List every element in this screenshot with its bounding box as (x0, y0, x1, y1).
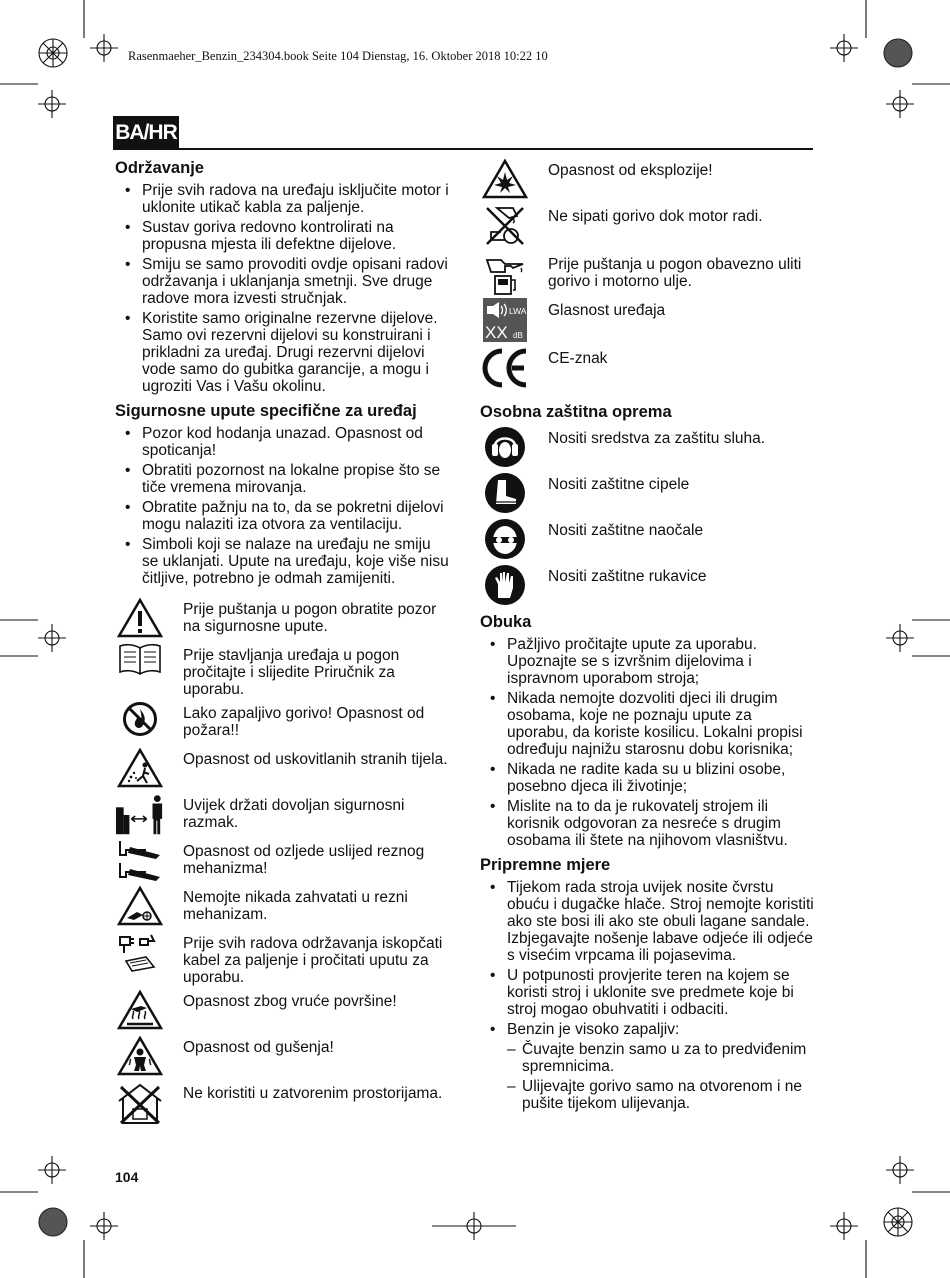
maintenance-heading: Održavanje (115, 159, 204, 177)
ppe-heading: Osobna zaštitna oprema (480, 403, 672, 421)
symbol-text: Prije puštanja u pogon obratite pozor na sigurnosne upute. (183, 601, 437, 635)
list-item: • Mislite na to da je rukovatelj strojem ili korisnik odgovoran za nesreće s drugim osobama ili štete na njihovom vlasništvu. (480, 798, 816, 849)
list-subitem: – Čuvajte benzin samo u za to predviđenim spremnicima. (480, 1041, 816, 1075)
symbol-text: Glasnost uređaja (548, 302, 666, 319)
warning-triangle-icon (117, 597, 163, 639)
symbol-row (480, 346, 816, 402)
symbol-row (115, 701, 450, 747)
list-item: • Koristite samo originalne rezervne dijelove. Samo ovi rezervni dijelovi su konstruirani i prikladni za uređaj. Drugi rezervni dijelovi vode samo do gubitka garancije, a mogu i ugroziti Vas i Vašu okolinu. (115, 310, 450, 395)
safety-glasses-icon (484, 518, 526, 560)
explosion-icon (482, 158, 528, 200)
training-heading: Obuka (480, 613, 532, 631)
symbol-text: Opasnost od gušenja! (183, 1039, 334, 1056)
safety-heading: Sigurnosne upute specifične za uređaj (115, 402, 417, 420)
prep-heading: Pripremne mjere (480, 856, 611, 874)
right-column (480, 158, 816, 1118)
list-item: • Obratite pažnju na to, da se pokretni dijelovi mogu nalaziti iza otvora za ventilaciju. (115, 499, 450, 533)
symbol-text: Prije puštanja u pogon obavezno uliti gorivo i motorno ulje. (548, 256, 802, 290)
symbol-row (115, 989, 450, 1035)
no-reach-blade-icon (117, 885, 163, 927)
safety-gloves-icon (484, 564, 526, 606)
list-item: • Nikada nemojte dozvoliti djeci ili drugim osobama, koje ne poznaju upute za uporabu, da koriste kosilicu. Lokalni propisi određuju najnižu starosnu dobu korisnika; (480, 690, 816, 758)
symbol-row (480, 252, 816, 298)
list-subitem: – Ulijevajte gorivo samo na otvorenom i ne pušite tijekom ulijevanja. (480, 1078, 816, 1112)
fuel-oil-icon (483, 252, 527, 296)
list-item: • Pažljivo pročitajte upute za uporabu. Upoznajte se s izvršnim dijelovima i ispravnom uporabom stroja; (480, 636, 816, 687)
symbol-row (115, 747, 450, 793)
symbol-row (480, 564, 816, 612)
symbol-text: Prije svih radova održavanja iskopčati kabel za paljenje i pročitati uputu za uporabu. (183, 935, 443, 986)
suffocation-icon (117, 1035, 163, 1077)
list-item: • Simboli koji se nalaze na uređaju ne smiju se uklanjati. Upute na uređaju, koje više nisu čitljive, potrebno je odmah zamijeniti. (115, 536, 450, 587)
symbol-row (115, 643, 450, 701)
list-item: • Pozor kod hodanja unazad. Opasnost od spoticanja! (115, 425, 450, 459)
list-item: • Nikada ne radite kada su u blizini osobe, posebno djeca ili životinje; (480, 761, 816, 795)
language-badge: BA/HR (113, 116, 179, 150)
symbol-row (480, 472, 816, 518)
print-header: Rasenmaeher_Benzin_234304.book Seite 104 Dienstag, 16. Oktober 2018 10:22 10 (128, 49, 548, 63)
list-item: • Sustav goriva redovno kontrolirati na propusna mjesta ili defektne dijelove. (115, 219, 450, 253)
unplug-spark-icon (118, 931, 162, 975)
symbol-text: Opasnost od eksplozije! (548, 162, 713, 179)
manual-book-icon (118, 643, 162, 675)
left-column (115, 158, 450, 1127)
list-item: • Obratiti pozornost na lokalne propise što se tiče vremena mirovanja. (115, 462, 450, 496)
symbol-text: Opasnost od uskovitlanih stranih tijela. (183, 751, 448, 768)
cutting-hazard-icon (116, 839, 164, 883)
symbol-row (115, 597, 450, 643)
symbol-row (115, 885, 450, 931)
sound-level-value: XX (485, 323, 508, 342)
list-item: • Tijekom rada stroja uvijek nosite čvrstu obuću i dugačke hlače. Stroj nemojte koristiti ako ste bosi ili ako ste obuli lagane sandale. Izbjegavajte nošenje labave odjeće ili odjeće s visećim vrpcama ili pojasevima. (480, 879, 816, 964)
sound-level-unit: dB (513, 331, 523, 340)
symbol-text: Prije stavljanja uređaja u pogon pročitajte i slijedite Priručnik za uporabu. (183, 647, 400, 698)
page-number: 104 (115, 1169, 139, 1185)
list-item: • Smiju se samo provoditi ovdje opisani radovi održavanja i uklanjanja smetnji. Sve druge radove mora izvesti stručnjak. (115, 256, 450, 307)
symbol-row (115, 793, 450, 839)
symbol-row (480, 518, 816, 564)
no-fire-icon (122, 701, 158, 737)
prep-list (480, 879, 816, 1112)
ppe-text: Nositi sredstva za zaštitu sluha. (548, 430, 766, 447)
ce-mark-icon (480, 346, 530, 390)
symbol-text: Nemojte nikada zahvatati u rezni mehanizam. (183, 889, 408, 923)
safety-boots-icon (484, 472, 526, 514)
symbol-row (480, 158, 816, 204)
symbol-row (115, 1081, 450, 1127)
symbol-text: Ne koristiti u zatvorenim prostorijama. (183, 1085, 443, 1102)
symbol-text: Opasnost od ozljede uslijed reznog mehanizma! (183, 843, 425, 877)
ppe-text: Nositi zaštitne cipele (548, 476, 690, 493)
symbol-text: Ne sipati gorivo dok motor radi. (548, 208, 763, 225)
no-indoor-icon (115, 1081, 165, 1125)
list-item: • U potpunosti provjerite teren na kojem se koristi stroj i uklonite sve predmete koje bi stroj mogao obuhvatiti i odbaciti. (480, 967, 816, 1018)
symbol-row (115, 839, 450, 885)
safety-list (115, 425, 450, 587)
ppe-text: Nositi zaštitne naočale (548, 522, 704, 539)
flying-objects-icon (117, 747, 163, 789)
safe-distance-icon (115, 793, 165, 837)
symbol-text: Lako zapaljivo gorivo! Opasnost od požara!! (183, 705, 425, 739)
symbol-row (480, 426, 816, 472)
symbol-row (115, 931, 450, 989)
ear-protection-icon (484, 426, 526, 468)
sound-level-label: LWA (509, 306, 527, 316)
maintenance-list (115, 182, 450, 395)
symbol-text: Opasnost zbog vruće površine! (183, 993, 397, 1010)
sound-level-icon (483, 298, 527, 342)
symbol-row (115, 1035, 450, 1081)
no-refuel-icon (483, 204, 527, 248)
symbol-row (480, 204, 816, 252)
hot-surface-icon (117, 989, 163, 1031)
symbol-row (480, 298, 816, 346)
symbol-text: CE-znak (548, 350, 608, 367)
ppe-text: Nositi zaštitne rukavice (548, 568, 707, 585)
header-rule (113, 148, 813, 150)
list-item: • Benzin je visoko zapaljiv: (480, 1021, 816, 1038)
training-list (480, 636, 816, 849)
registration-rosette-top-left (39, 39, 67, 67)
symbol-text: Uvijek držati dovoljan sigurnosni razmak. (183, 797, 405, 831)
list-item: • Prije svih radova na uređaju isključite motor i uklonite utikač kabla za paljenje. (115, 182, 450, 216)
